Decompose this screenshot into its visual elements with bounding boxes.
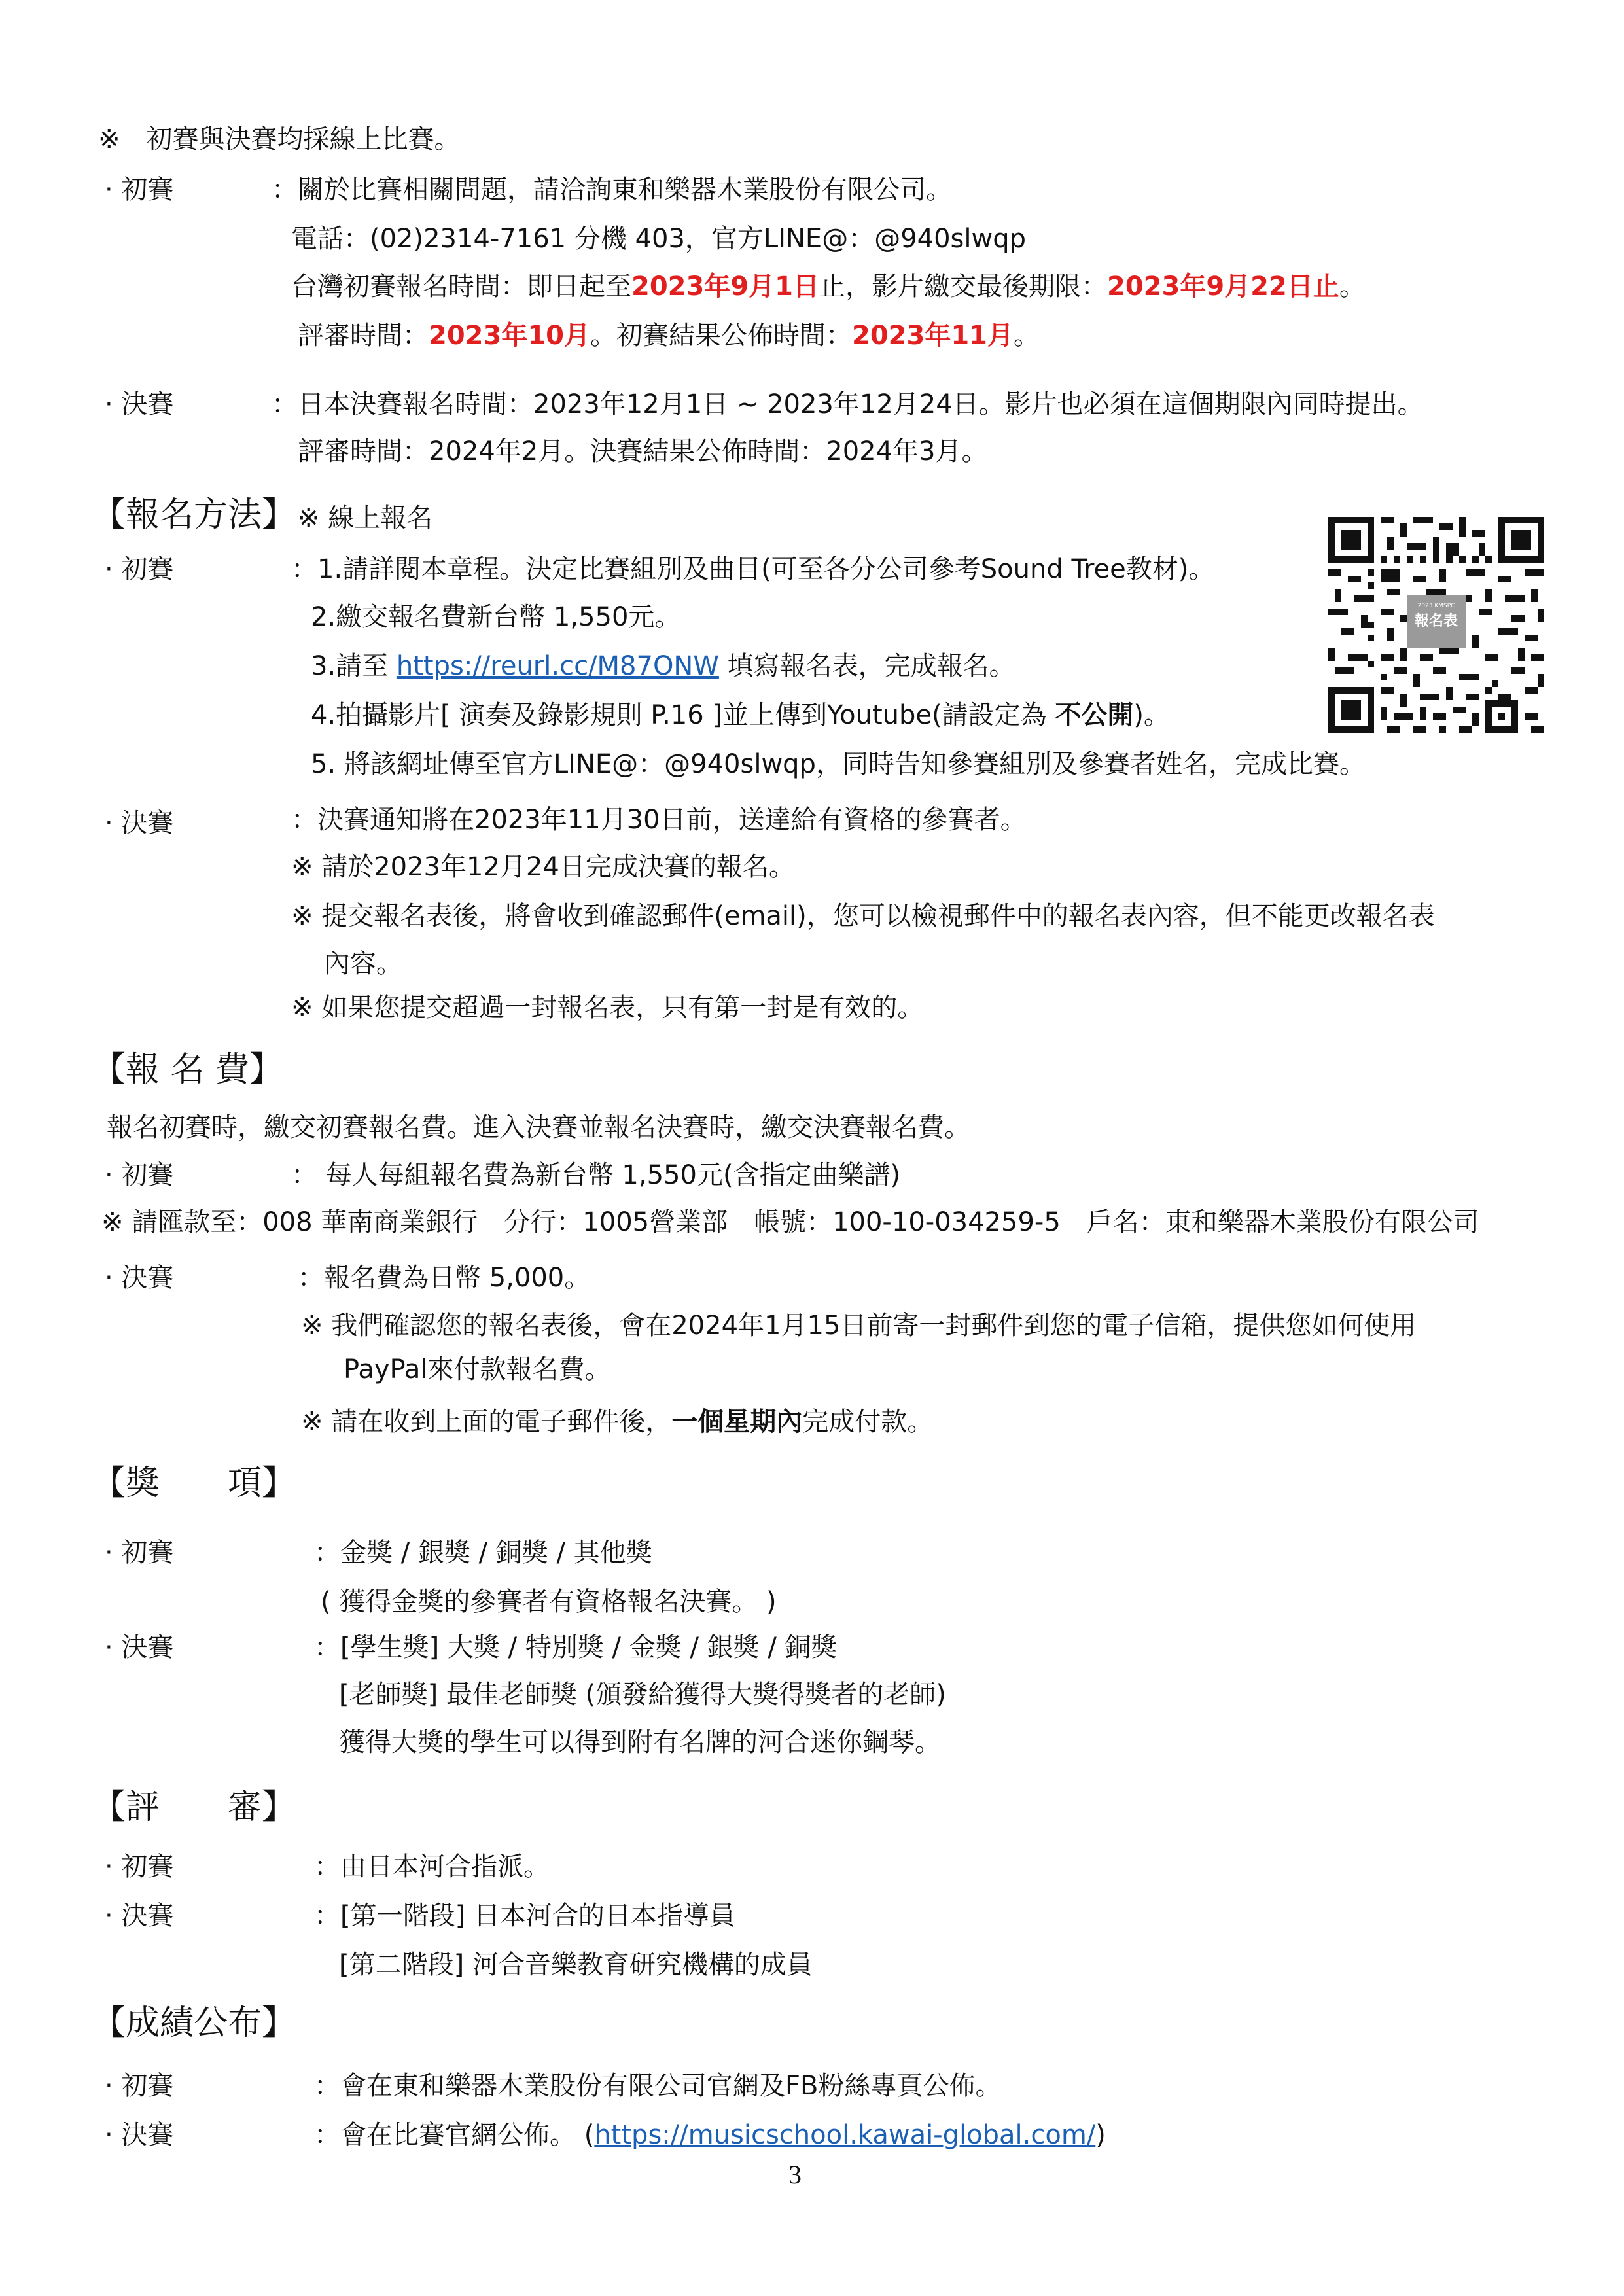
- awards-grand-prize-note: 獲得大獎的學生可以得到附有名牌的河合迷你鋼琴。: [339, 1727, 941, 1757]
- registration-online-note: ※ 線上報名: [298, 503, 433, 533]
- page-number: 3: [788, 2160, 802, 2189]
- prelim-label: · 初賽: [105, 175, 174, 205]
- judges-heading: 【評 審】: [92, 1788, 296, 1827]
- registration-step-1: ：1.請詳閱本章程。決定比賽組別及曲目(可至各分公司參考Sound Tree教材)。: [291, 554, 1215, 584]
- awards-student-prizes: ：[學生獎] 大獎 / 特別獎 / 金獎 / 銀獎 / 銅獎: [314, 1633, 838, 1663]
- final-registration-period: ：日本決賽報名時間：2023年12月1日 ~ 2023年12月24日。影片也必須在這個期限內同時提出。: [272, 389, 1424, 419]
- final-single-form-note: ※ 如果您提交超過一封報名表，只有第一封是有效的。: [291, 993, 924, 1023]
- awards-prelim-note: ( 獲得金獎的參賽者有資格報名決賽。 ): [321, 1587, 777, 1617]
- judges-final-stage-2: [第二階段] 河合音樂教育研究機構的成員: [339, 1950, 813, 1980]
- final-judging-time: 評審時間：2024年2月。決賽結果公佈時間：2024年3月。: [298, 436, 988, 467]
- fee-prelim-amount: ： 每人每組報名費為新台幣 1,550元(含指定曲樂譜): [291, 1160, 901, 1190]
- qr-small-text: 2023 KMSPC: [1417, 603, 1455, 609]
- awards-prelim-list: ：金獎 / 銀獎 / 銅獎 / 其他獎: [314, 1538, 652, 1568]
- fee-final-note-1: ※ 我們確認您的報名表後，會在2024年1月15日前寄一封郵件到您的電子信箱，提供您如何使用: [301, 1311, 1417, 1341]
- final-notice: ：決賽通知將在2023年11月30日前，送達給有資格的參賽者。: [291, 805, 1027, 835]
- registration-final-label: · 決賽: [105, 808, 174, 838]
- text: ※ 請在收到上面的電子郵件後，: [301, 1407, 672, 1437]
- text: )。: [1133, 700, 1170, 730]
- text: 完成付款。: [802, 1407, 934, 1437]
- text: 填寫報名表，完成報名。: [718, 651, 1015, 681]
- fee-final-amount: ：報名費為日幣 5,000。: [298, 1263, 591, 1293]
- result-month: 2023年11月: [852, 321, 1014, 351]
- judges-prelim-text: ：由日本河合指派。: [314, 1852, 550, 1882]
- deadline-date-1: 2023年9月1日: [631, 272, 819, 302]
- results-prelim-label: · 初賽: [105, 2071, 174, 2101]
- fee-final-label: · 決賽: [105, 1263, 174, 1293]
- prelim-phone: 電話：(02)2314-7161 分機 403，官方LINE@：@940slwqp: [291, 224, 1026, 254]
- text: 評審時間：: [298, 321, 429, 351]
- competition-website-link[interactable]: https://musicschool.kawai-global.com/: [594, 2120, 1096, 2150]
- registration-step-4: [311, 697, 1170, 733]
- text: 3.請至: [311, 651, 397, 681]
- registration-heading: 【報名方法】: [92, 495, 296, 535]
- qr-caption: 報名表: [1414, 613, 1458, 629]
- final-label: · 決賽: [105, 389, 174, 419]
- fee-intro: 報名初賽時，繳交初賽報名費。進入決賽並報名決賽時，繳交決賽報名費。: [107, 1112, 970, 1142]
- registration-step-3: [311, 648, 1015, 684]
- registration-form-link[interactable]: https://reurl.cc/M87ONW: [396, 651, 719, 681]
- bank-transfer-info: ※ 請匯款至：008 華南商業銀行 分行：1005營業部 帳號：100-10-034259-5 戶名：東和樂器木業股份有限公司: [101, 1207, 1479, 1237]
- text: 。初賽結果公佈時間：: [590, 321, 852, 351]
- prelim-judging-time: [298, 317, 1040, 354]
- text: 4.拍攝影片[ 演奏及錄影規則 P.16 ]並上傳到Youtube(請設定為: [311, 700, 1055, 730]
- results-heading: 【成績公布】: [92, 2004, 296, 2043]
- final-confirmation-email: ※ 提交報名表後，將會收到確認郵件(email)，您可以檢視郵件中的報名表內容，但不能更改報名表: [291, 901, 1435, 931]
- registration-qr-code[interactable]: [1328, 517, 1544, 733]
- text: 。: [1339, 272, 1366, 302]
- unlisted-emphasis: 不公開: [1055, 700, 1134, 730]
- awards-heading: 【獎 項】: [92, 1464, 296, 1503]
- deadline-date-2: 2023年9月22日止: [1107, 272, 1339, 302]
- registration-prelim-label: · 初賽: [105, 554, 174, 584]
- text: ): [1095, 2120, 1106, 2150]
- awards-prelim-label: · 初賽: [105, 1538, 174, 1568]
- fee-final-note-2: [301, 1404, 933, 1440]
- judges-final-label: · 決賽: [105, 1901, 174, 1931]
- fee-heading: 【報 名 費】: [92, 1050, 284, 1089]
- awards-final-label: · 決賽: [105, 1633, 174, 1663]
- text: 。: [1014, 321, 1040, 351]
- prelim-registration-period: [291, 268, 1366, 305]
- fee-final-note-1-cont: PayPal來付款報名費。: [344, 1354, 611, 1385]
- results-final-text: [314, 2117, 1106, 2153]
- text: 止，影片繳交最後期限：: [819, 272, 1107, 302]
- registration-step-2: 2.繳交報名費新台幣 1,550元。: [311, 602, 681, 632]
- online-note: ※ 初賽與決賽均採線上比賽。: [98, 124, 461, 154]
- results-final-label: · 決賽: [105, 2120, 174, 2150]
- final-registration-deadline: ※ 請於2023年12月24日完成決賽的報名。: [291, 852, 795, 882]
- judging-month: 2023年10月: [429, 321, 590, 351]
- judges-prelim-label: · 初賽: [105, 1852, 174, 1882]
- prelim-contact-intro: ：關於比賽相關問題，請洽詢東和樂器木業股份有限公司。: [272, 175, 952, 205]
- judges-final-stage-1: ：[第一階段] 日本河合的日本指導員: [314, 1901, 735, 1931]
- fee-prelim-label: · 初賽: [105, 1160, 174, 1190]
- registration-step-5: 5. 將該網址傳至官方LINE@：@940slwqp，同時告知參賽組別及參賽者姓名，完成比賽。: [311, 749, 1366, 779]
- results-prelim-text: ：會在東和樂器木業股份有限公司官網及FB粉絲專頁公佈。: [314, 2071, 1002, 2101]
- awards-teacher-prize: [老師獎] 最佳老師獎 (頒發給獲得大獎得獎者的老師): [339, 1680, 946, 1710]
- final-confirmation-email-cont: 內容。: [324, 949, 402, 979]
- text: ：會在比賽官網公佈。 (: [314, 2120, 595, 2150]
- one-week-emphasis: 一個星期內: [671, 1407, 803, 1437]
- text: 台灣初賽報名時間：即日起至: [291, 272, 631, 302]
